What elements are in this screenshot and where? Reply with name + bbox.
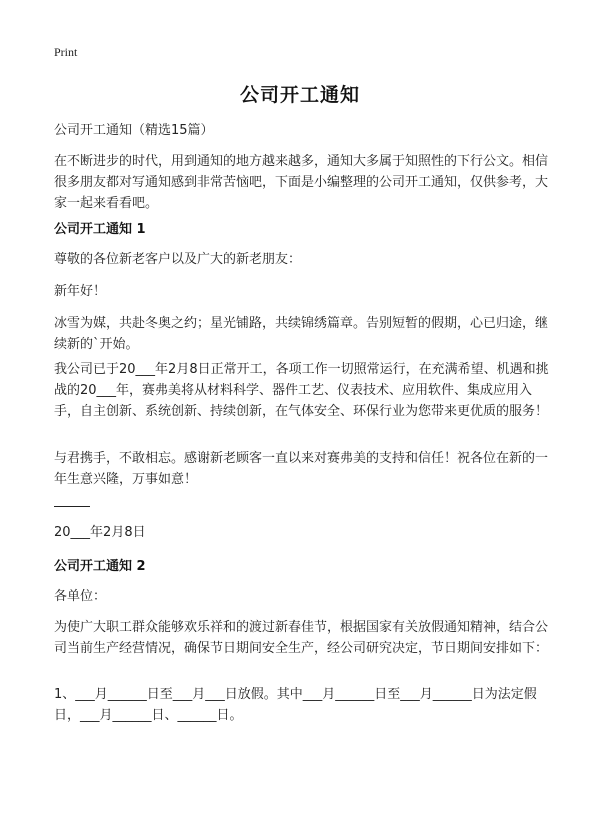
section-1-new-year: 新年好！ [54, 284, 107, 299]
subtitle: 公司开工通知（精选15篇） [54, 123, 214, 138]
section-1-heading: 公司开工通知 1 [54, 222, 146, 237]
section-1-paragraph-3: 与君携手，不敢相忘。感谢新老顾客一直以来对赛弗美的支持和信任！祝各位在新的一年生意兴隆，万事如意！ [54, 451, 549, 487]
section-2-paragraph-2: 1、___月______日至___月___日放假。其中___月______日至___月______日为法定假日，___月______日、______日。 [54, 687, 537, 723]
section-2-greeting: 各单位： [54, 589, 107, 604]
section-2-paragraph-1: 为使广大职工群众能够欢乐祥和的渡过新春佳节，根据国家有关放假通知精神，结合公司当前生产经营情况，确保节日期间安全生产，经公司研究决定，节日期间安排如下： [54, 620, 549, 656]
section-1-date: 20___年2月8日 [54, 525, 146, 540]
section-1-paragraph-2: 我公司已于20___年2月8日正常开工，各项工作一切照常运行，在充满希望、机遇和挑战的20___年，赛弗美将从材料科学、器件工艺、仪表技术、应用软件、集成应用入手，自主创新、系统创新、持续创新，在气体安全、环保行业为您带来更优质的服务！ [54, 362, 549, 419]
signature-line [54, 506, 90, 507]
page-title: 公司开工通知 [239, 84, 360, 106]
section-1-greeting: 尊敬的各位新老客户以及广大的新老朋友： [54, 252, 302, 267]
section-2-heading: 公司开工通知 2 [54, 559, 146, 574]
section-1-paragraph-1: 冰雪为媒，共赴冬奥之约；星光铺路，共续锦绣篇章。告别短暂的假期，心已归途，继续新的`开始。 [54, 316, 549, 352]
intro-paragraph: 在不断进步的时代，用到通知的地方越来越多，通知大多属于知照性的下行公文。相信很多朋友都对写通知感到非常苦恼吧，下面是小编整理的公司开工通知，仅供参考，大家一起来看看吧。 [54, 154, 549, 211]
print-label[interactable]: Print [54, 45, 78, 59]
